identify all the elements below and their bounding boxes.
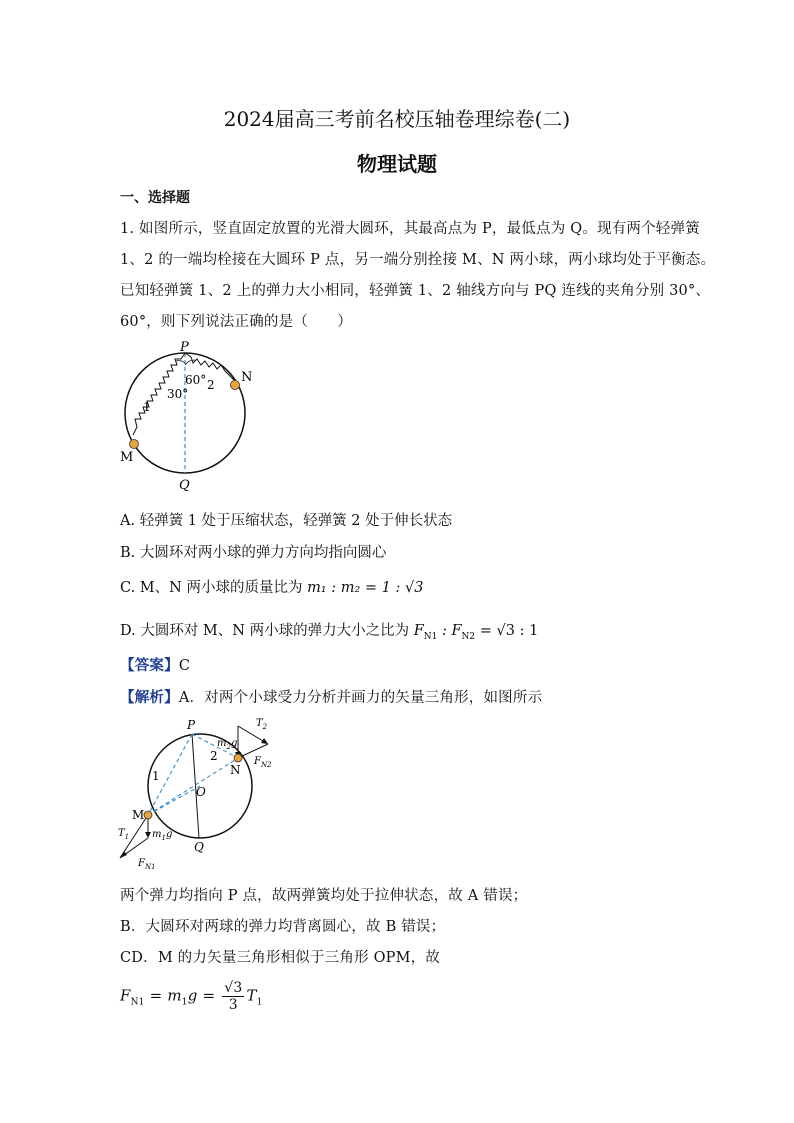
question-line-1: 1. 如图所示，竖直固定放置的光滑大圆环，其最高点为 P，最低点为 Q。现有两个轻弹簧 bbox=[120, 221, 700, 237]
question-line-2: 1、2 的一端均栓接在大圆环 P 点，另一端分别拴接 M、N 两小球，两小球均处于平衡态。 bbox=[120, 252, 716, 268]
fig2-label-m: M bbox=[132, 808, 145, 822]
option-d bbox=[120, 619, 538, 642]
fig1-label-p: P bbox=[180, 340, 189, 355]
ball-m-2 bbox=[144, 811, 152, 819]
fig2-label-fn1: $F_{N1}$ bbox=[138, 858, 156, 871]
fig1-label-n: N bbox=[241, 370, 253, 385]
fig2-label-p: P bbox=[187, 718, 196, 732]
fig2-label-2: 2 bbox=[210, 749, 218, 763]
formula-f-sub: N1 bbox=[130, 997, 145, 1008]
analysis-intro bbox=[120, 686, 542, 707]
fig1-label-30: 30° bbox=[167, 387, 189, 401]
analysis-tag: 【解析】 bbox=[120, 689, 179, 706]
figure-ring-springs bbox=[115, 335, 265, 500]
fig1-label-m: M bbox=[120, 450, 134, 465]
analysis-intro-text: A．对两个小球受力分析并画力的矢量三角形，如图所示 bbox=[178, 690, 543, 706]
ball-n-2 bbox=[234, 754, 242, 762]
ball-n bbox=[231, 381, 240, 390]
question-line-3: 已知轻弹簧 1、2 上的弹力大小相同，轻弹簧 1、2 轴线方向与 PQ 连线的夹角分别 30°、 bbox=[120, 283, 711, 299]
fig2-label-q: Q bbox=[194, 840, 204, 854]
fig2-label-fn2: $F_{N2}$ bbox=[254, 756, 272, 769]
answer-value: C bbox=[178, 658, 191, 674]
option-d-f1: F bbox=[413, 623, 424, 639]
page-subtitle: 物理试题 bbox=[357, 152, 437, 176]
fig2-label-m2g: $m_2g$ bbox=[217, 738, 238, 751]
formula-den: 3 bbox=[228, 997, 238, 1013]
m-arrow-left bbox=[120, 851, 127, 858]
option-d-sub1: N1 bbox=[423, 631, 438, 642]
m-arrow-down bbox=[145, 832, 151, 838]
fig2-label-o: O bbox=[196, 785, 206, 799]
ball-m bbox=[130, 440, 139, 449]
fig2-label-t1: $T_1$ bbox=[118, 828, 130, 841]
mo-dashed bbox=[148, 786, 200, 815]
question-line-4: 60°，则下列说法正确的是（ ） bbox=[120, 314, 353, 330]
formula-m-sub: 1 bbox=[181, 997, 188, 1008]
formula-g: g = bbox=[187, 986, 221, 1005]
mn-dashed bbox=[148, 758, 238, 815]
answer-line bbox=[120, 654, 190, 675]
page-title: 2024届高三考前名校压轴卷理综卷(二) bbox=[223, 107, 571, 131]
option-d-text: D. 大圆环对 M、N 两小球的弹力大小之比为 bbox=[120, 623, 410, 639]
option-c-math: m₁ : m₂ = 1 : √3 bbox=[307, 580, 424, 596]
option-d-sub2: N2 bbox=[461, 631, 476, 642]
fig1-label-q: Q bbox=[179, 478, 190, 493]
fig1-label-1: 1 bbox=[143, 400, 151, 414]
option-a: A. 轻弹簧 1 处于压缩状态，轻弹簧 2 处于伸长状态 bbox=[120, 513, 453, 529]
angle-30-arc bbox=[176, 361, 185, 363]
fig2-label-t2: $T_2$ bbox=[256, 718, 268, 731]
formula-eq1: = m bbox=[144, 986, 182, 1005]
fig2-label-n: N bbox=[230, 763, 241, 777]
option-d-end: = √3 : 1 bbox=[475, 623, 539, 639]
fig2-label-m1g: $m_1g$ bbox=[152, 829, 173, 842]
fig1-label-60: 60° bbox=[185, 373, 207, 387]
formula-t: T bbox=[246, 986, 257, 1005]
analysis-line-cd: CD．M 的力矢量三角形相似于三角形 OPM，故 bbox=[120, 950, 441, 966]
option-c bbox=[120, 576, 423, 597]
n-fn2-vector bbox=[238, 744, 268, 758]
fig1-label-2: 2 bbox=[207, 378, 215, 392]
fig2-label-1: 1 bbox=[152, 769, 160, 783]
section-heading: 一、选择题 bbox=[120, 190, 190, 206]
figure-force-triangles bbox=[110, 712, 285, 877]
analysis-line-b: B．大圆环对两球的弹力均背离圆心，故 B 错误； bbox=[120, 919, 446, 935]
answer-tag: 【答案】 bbox=[120, 657, 179, 674]
option-d-mid: : F bbox=[437, 623, 462, 639]
formula-num: √3 bbox=[224, 980, 243, 996]
option-c-text: C. M、N 两小球的质量比为 bbox=[120, 580, 303, 596]
formula-fn1 bbox=[120, 980, 263, 1013]
formula-f: F bbox=[120, 986, 131, 1005]
formula-t-sub: 1 bbox=[256, 997, 263, 1008]
analysis-line-a: 两个弹力均指向 P 点，故两弹簧均处于拉伸状态，故 A 错误； bbox=[120, 888, 528, 904]
formula-fraction bbox=[222, 980, 244, 1013]
option-b: B. 大圆环对两小球的弹力方向均指向圆心 bbox=[120, 545, 387, 561]
